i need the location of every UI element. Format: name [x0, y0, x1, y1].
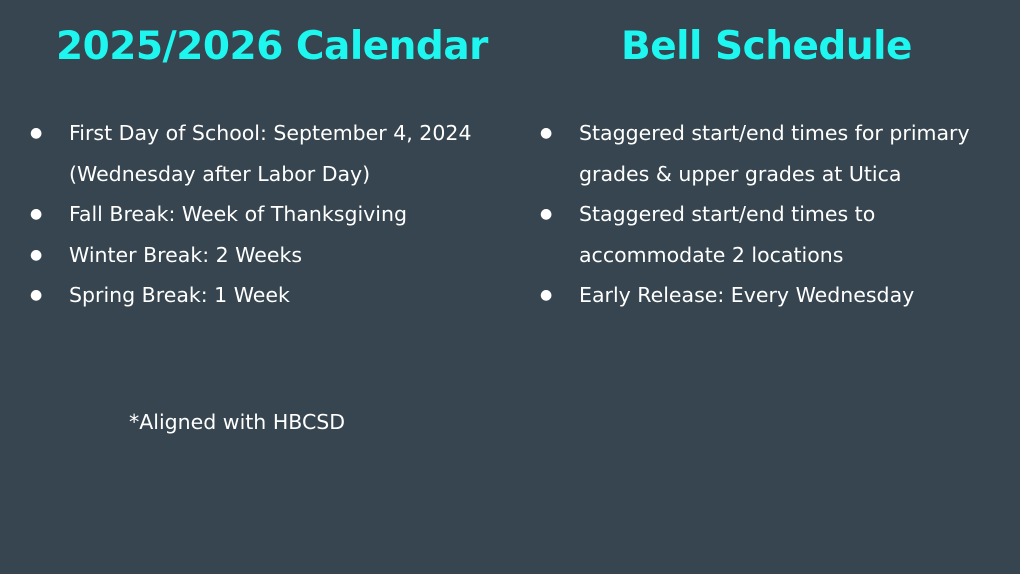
calendar-list-item	[30, 113, 490, 194]
bell-item-grades: Staggered start/end times for primary grades & upper grades at Utica	[579, 121, 970, 186]
calendar-list	[30, 113, 490, 316]
calendar-footnote: *Aligned with HBCSD	[129, 410, 346, 434]
calendar-item-first-day: First Day of School: September 4, 2024 (Wednesday after Labor Day)	[69, 121, 472, 186]
bell-schedule-list	[540, 113, 1010, 316]
bullet-icon: ●	[30, 206, 43, 222]
bullet-icon: ●	[30, 287, 43, 303]
bell-schedule-heading: Bell Schedule	[621, 24, 912, 69]
calendar-list-item	[30, 235, 490, 276]
bullet-icon: ●	[540, 206, 553, 222]
calendar-list-item	[30, 275, 490, 316]
bullet-icon: ●	[30, 246, 43, 263]
bell-item-locations: Staggered start/end times to accommodate 2 locations	[579, 202, 876, 267]
bell-schedule-list-item	[540, 275, 1010, 316]
calendar-item-fall-break: Fall Break: Week of Thanksgiving	[69, 202, 408, 226]
calendar-list-item	[30, 194, 490, 235]
bell-schedule-list-item	[540, 194, 1010, 275]
bullet-icon: ●	[540, 125, 553, 141]
bell-schedule-list-item	[540, 113, 1010, 194]
bullet-icon: ●	[540, 287, 553, 303]
calendar-heading: 2025/2026 Calendar	[56, 24, 488, 69]
bell-item-early-release: Early Release: Every Wednesday	[579, 283, 915, 307]
calendar-item-winter-break: Winter Break: 2 Weeks	[69, 242, 303, 267]
bullet-icon: ●	[30, 125, 43, 141]
calendar-item-spring-break: Spring Break: 1 Week	[69, 283, 290, 307]
